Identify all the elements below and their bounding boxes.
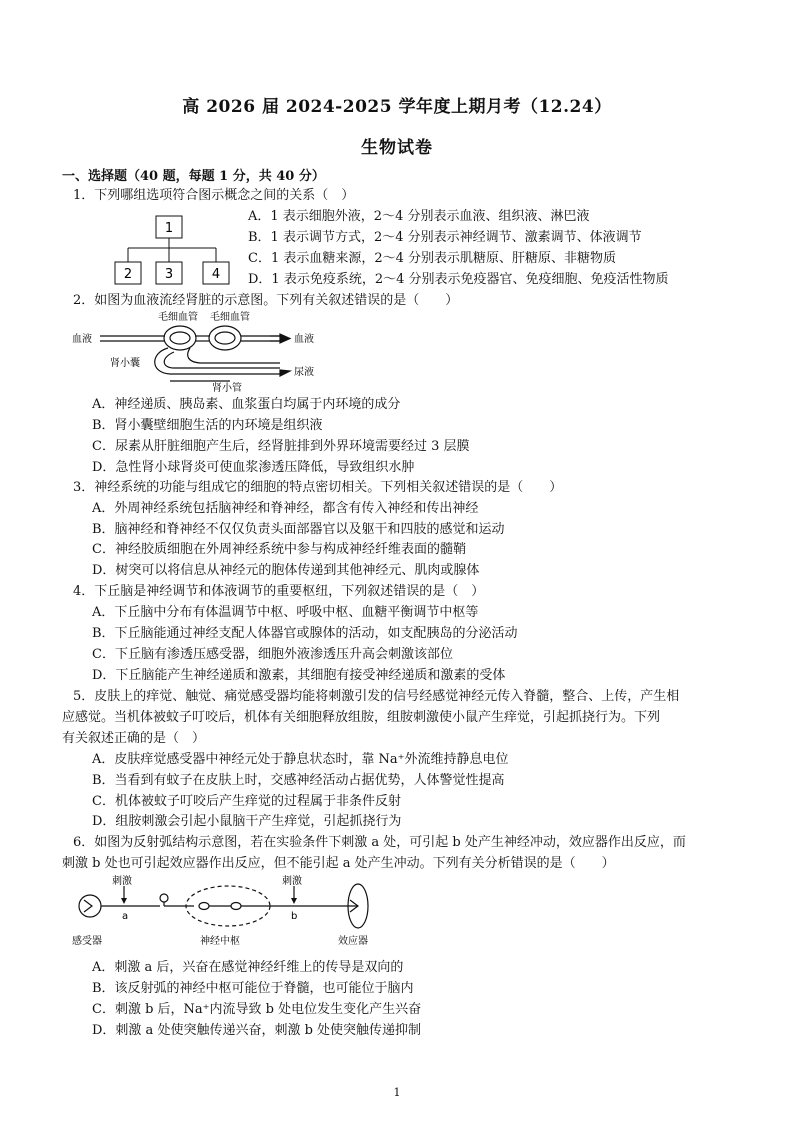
- q6-point-a-label: a: [122, 911, 129, 922]
- q2-option-c[interactable]: C．尿素从肝脏细胞产生后，经肾脏排到外界环境需要经过 3 层膜: [92, 439, 470, 454]
- q6-reflex-arc-diagram: [68, 874, 388, 952]
- q3-option-c[interactable]: C．神经胶质细胞在外周神经系统中参与构成神经纤维表面的髓鞘: [92, 542, 466, 557]
- q5-option-b[interactable]: B．当看到有蚊子在皮肤上时，交感神经活动占据优势，人体警觉性提高: [92, 773, 505, 788]
- q5-option-c[interactable]: C．机体被蚊子叮咬后产生痒觉的过程属于非条件反射: [92, 794, 401, 809]
- q2-option-d[interactable]: D．急性肾小球肾炎可使血浆渗透压降低，导致组织水肿: [92, 460, 415, 475]
- q1-box-2-label: 2: [123, 267, 133, 282]
- q2-capillary-right-label: 毛细血管: [210, 312, 250, 323]
- q1-box-top-label: 1: [164, 221, 174, 236]
- q6-option-a[interactable]: A．刺激 a 后，兴奋在感觉神经纤维上的传导是双向的: [92, 960, 404, 975]
- q2-option-b[interactable]: B．肾小囊壁细胞生活的内环境是组织液: [92, 418, 323, 433]
- page-number: 1: [393, 1086, 401, 1099]
- q2-option-a[interactable]: A．神经递质、胰岛素、血浆蛋白均属于内环境的成分: [92, 397, 401, 412]
- q6-stim-a-label: 刺激: [112, 876, 132, 887]
- q1-option-d[interactable]: D．1 表示免疫系统，2～4 分别表示免疫器官、免疫细胞、免疫活性物质: [248, 272, 669, 287]
- q4-option-d[interactable]: D．下丘脑能产生神经递质和激素，其细胞有接受神经递质和激素的受体: [92, 668, 506, 683]
- q6-stem-line-2: 刺激 b 处也可引起效应器作出反应，但不能引起 a 处产生冲动。下列有关分析错误的是（ ）: [62, 856, 615, 871]
- q5-stem-line-1: 5．皮肤上的痒觉、触觉、痛觉感受器均能将刺激引发的信号经感觉神经元传入脊髓，整合、上传，产生相: [73, 689, 680, 704]
- q5-stem-line-3: 有关叙述正确的是（ ）: [62, 731, 206, 746]
- q5-option-a[interactable]: A．皮肤痒觉感受器中神经元处于静息状态时，靠 Na⁺外流维持静息电位: [92, 752, 509, 767]
- q2-capillary-left-label: 毛细血管: [158, 312, 198, 323]
- q1-stem: 1．下列哪组选项符合图示概念之间的关系（ ）: [73, 188, 355, 203]
- q6-option-d[interactable]: D．刺激 a 处使突触传递兴奋，刺激 b 处使突触传递抑制: [92, 1023, 422, 1038]
- q1-option-a[interactable]: A．1 表示细胞外液，2～4 分别表示血液、组织液、淋巴液: [248, 209, 590, 224]
- q4-option-a[interactable]: A．下丘脑中分布有体温调节中枢、呼吸中枢、血糖平衡调节中枢等: [92, 605, 479, 620]
- q1-box-3-label: 3: [164, 267, 174, 282]
- exam-subtitle: 生物试卷: [361, 138, 433, 158]
- q1-box-4-label: 4: [211, 267, 221, 282]
- q5-option-d[interactable]: D．组胺刺激会引起小鼠脑干产生痒觉，引起抓挠行为: [92, 814, 402, 829]
- q2-stem: 2．如图为血液流经肾脏的示意图。下列有关叙述错误的是（ ）: [73, 293, 459, 308]
- q4-option-b[interactable]: B．下丘脑能通过神经支配人体器官或腺体的活动，如支配胰岛的分泌活动: [92, 626, 518, 641]
- q2-capsule-label: 肾小囊: [110, 358, 140, 369]
- q6-receptor-shape: [79, 895, 101, 917]
- q6-effector-label: 效应器: [338, 936, 368, 947]
- q2-tubule-label: 肾小管: [212, 383, 242, 394]
- q2-urine-label: 尿液: [294, 367, 314, 378]
- exam-title: 高 2026 届 2024-2025 学年度上期月考（12.24）: [182, 97, 612, 117]
- q5-stem-line-2: 应感觉。当机体被蚊子叮咬后，机体有关细胞释放组胺，组胺刺激使小鼠产生痒觉，引起抓挠行为。下列: [62, 710, 661, 725]
- q4-stem: 4．下丘脑是神经调节和体液调节的重要枢纽，下列叙述错误的是（ ）: [73, 584, 485, 599]
- q4-option-c[interactable]: C．下丘脑有渗透压感受器，细胞外液渗透压升高会刺激该部位: [92, 647, 453, 662]
- q3-option-b[interactable]: B．脑神经和脊神经不仅仅负责头面部器官以及躯干和四肢的感觉和运动: [92, 522, 505, 537]
- q2-kidney-diagram: [70, 308, 370, 394]
- q6-stim-b-label: 刺激: [282, 876, 302, 887]
- q2-blood-in-label: 血液: [72, 334, 92, 345]
- q3-option-d[interactable]: D．树突可以将信息从神经元的胞体传递到其他神经元、肌肉或腺体: [92, 563, 480, 578]
- q1-option-b[interactable]: B．1 表示调节方式，2～4 分别表示神经调节、激素调节、体液调节: [248, 230, 642, 245]
- q6-center-label: 神经中枢: [200, 936, 240, 947]
- q3-stem: 3．神经系统的功能与组成它的细胞的特点密切相关。下列相关叙述错误的是（ ）: [73, 480, 563, 495]
- q6-receptor-label: 感受器: [72, 936, 102, 947]
- q6-stem-line-1: 6．如图为反射弧结构示意图，若在实验条件下刺激 a 处，可引起 b 处产生神经冲动，效应器作出反应，而: [73, 835, 686, 850]
- q6-point-b-label: b: [291, 911, 298, 922]
- q6-option-b[interactable]: B．该反射弧的神经中枢可能位于脊髓，也可能位于脑内: [92, 981, 414, 996]
- q2-blood-out-label: 血液: [294, 334, 314, 345]
- q6-option-c[interactable]: C．刺激 b 后，Na⁺内流导致 b 处电位发生变化产生兴奋: [92, 1002, 422, 1017]
- q3-option-a[interactable]: A．外周神经系统包括脑神经和脊神经，都含有传入神经和传出神经: [92, 501, 479, 516]
- q1-concept-diagram: [108, 208, 238, 288]
- section-heading: 一、选择题（40 题，每题 1 分，共 40 分）: [62, 169, 325, 184]
- q1-option-c[interactable]: C．1 表示血糖来源，2～4 分别表示肌糖原、肝糖原、非糖物质: [248, 251, 617, 266]
